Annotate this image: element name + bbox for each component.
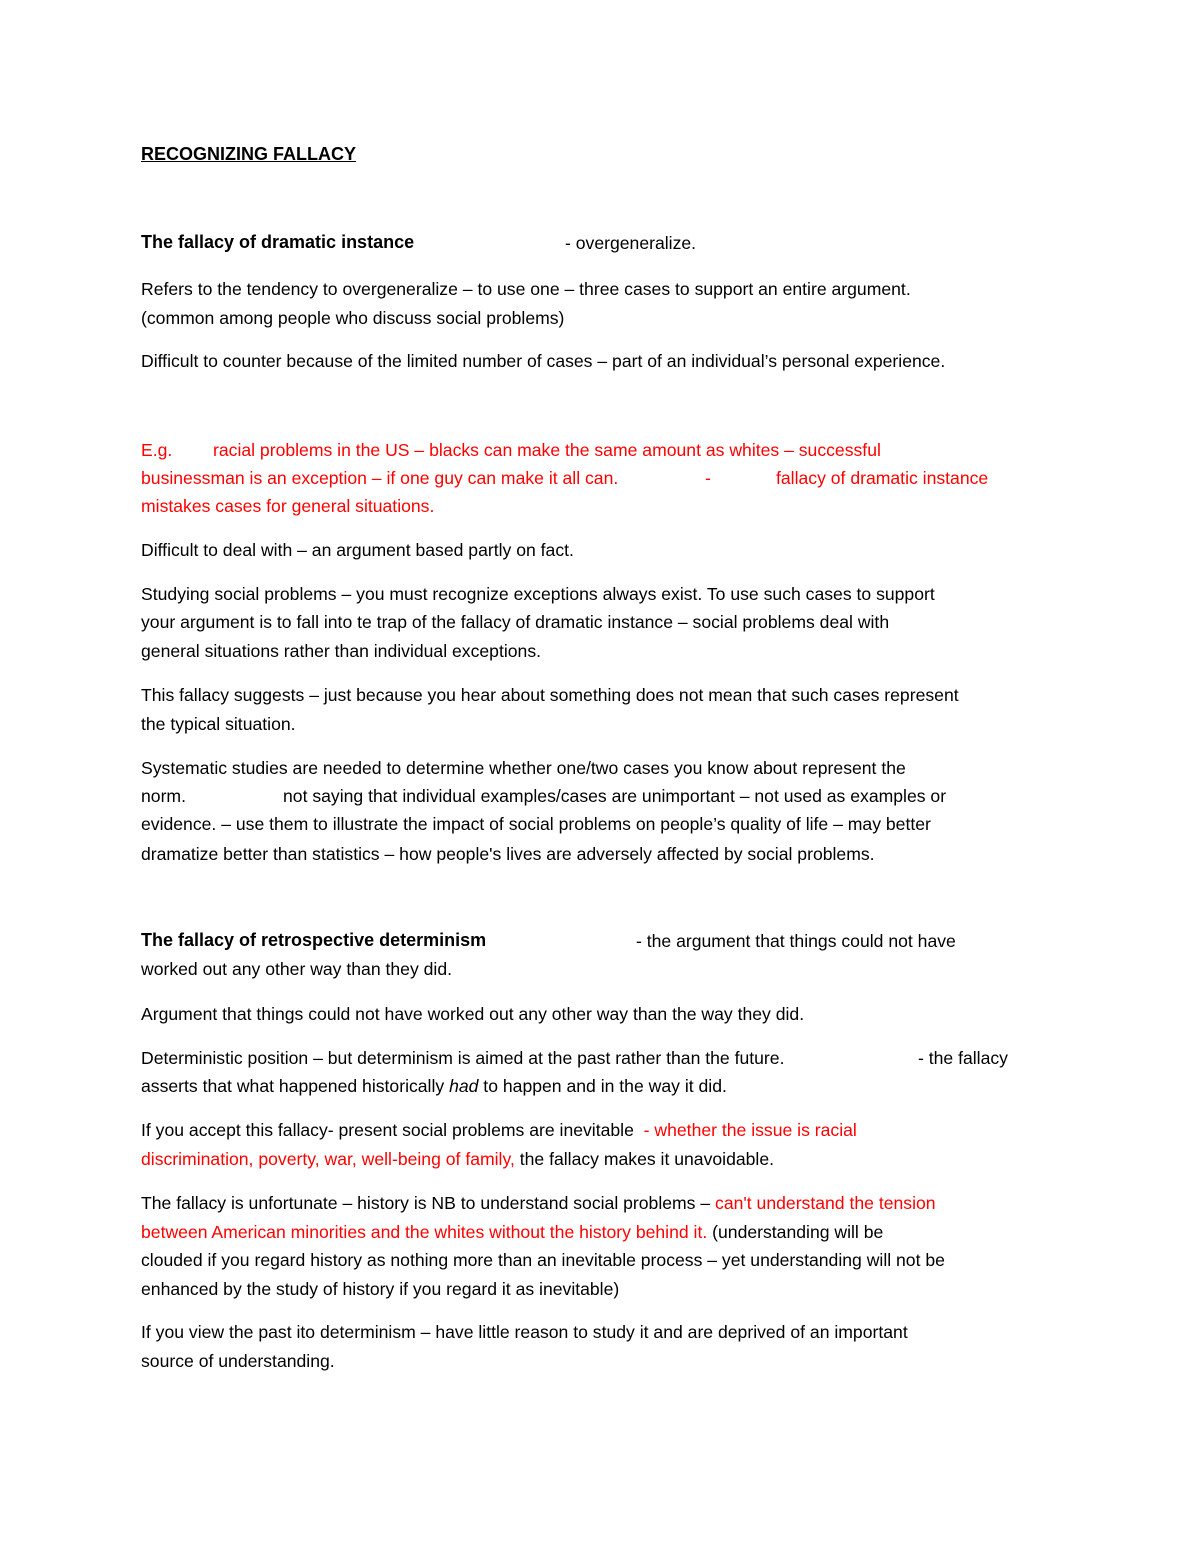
- paragraph-line: Deterministic position – but determinism is aimed at the past rather than the future.: [141, 1048, 785, 1068]
- paragraph-line: Difficult to deal with – an argument based partly on fact.: [141, 540, 574, 560]
- paragraph-line: your argument is to fall into te trap of the fallacy of dramatic instance – social problems deal with: [141, 612, 890, 632]
- text-run: (understanding will be: [707, 1222, 884, 1242]
- paragraph-line: clouded if you regard history as nothing more than an inevitable process – yet understanding will not be: [141, 1250, 945, 1270]
- section-1-heading: The fallacy of dramatic instance: [141, 232, 415, 252]
- example-line: mistakes cases for general situations.: [141, 496, 435, 516]
- text-run: the fallacy makes it unavoidable.: [514, 1149, 775, 1169]
- highlight-text: discrimination, poverty, war, well-being of family,: [141, 1149, 515, 1169]
- section-1-heading-line: [141, 231, 414, 253]
- text-run: to happen and in the way it did.: [478, 1076, 727, 1096]
- paragraph-line: dramatize better than statistics – how people's lives are adversely affected by social problems.: [141, 844, 875, 864]
- emphasis-had: had: [449, 1076, 479, 1096]
- paragraph-line: (common among people who discuss social problems): [141, 308, 565, 328]
- section-1-heading-note: - overgeneralize.: [565, 233, 697, 253]
- section-2-heading-line: [141, 929, 486, 951]
- paragraph-line: the typical situation.: [141, 714, 296, 734]
- example-line: racial problems in the US – blacks can make the same amount as whites – successful: [213, 440, 881, 460]
- highlight-text: - whether the issue is racial: [638, 1120, 857, 1140]
- paragraph-line: Argument that things could not have worked out any other way than the way they did.: [141, 1004, 805, 1024]
- section-2-heading-note-continued: worked out any other way than they did.: [141, 959, 453, 979]
- example-line: businessman is an exception – if one guy can make it all can.: [141, 468, 619, 488]
- paragraph-line: enhanced by the study of history if you regard it as inevitable): [141, 1279, 620, 1299]
- paragraph-line: Refers to the tendency to overgeneralize – to use one – three cases to support an entire argument.: [141, 279, 911, 299]
- text-run: The fallacy is unfortunate – history is NB to understand social problems –: [141, 1193, 716, 1213]
- paragraph-line: If you view the past ito determinism – have little reason to study it and are deprived of an important: [141, 1322, 908, 1342]
- example-line: fallacy of dramatic instance: [776, 468, 989, 488]
- paragraph-line: Studying social problems – you must recognize exceptions always exist. To use such cases to support: [141, 584, 935, 604]
- paragraph-line: general situations rather than individual exceptions.: [141, 641, 542, 661]
- paragraph-line: [141, 1221, 883, 1243]
- paragraph-line: This fallacy suggests – just because you hear about something does not mean that such cases represent: [141, 685, 959, 705]
- paragraph-line: [141, 1119, 857, 1141]
- paragraph-line: - the fallacy: [918, 1048, 1008, 1068]
- paragraph-line: [141, 1075, 727, 1097]
- paragraph-line: not saying that individual examples/cases are unimportant – not used as examples or: [283, 786, 947, 806]
- paragraph-line: source of understanding.: [141, 1351, 335, 1371]
- paragraph-line: evidence. – use them to illustrate the impact of social problems on people’s quality of life – may better: [141, 814, 931, 834]
- section-2-heading: The fallacy of retrospective determinism: [141, 930, 487, 950]
- page-title: RECOGNIZING FALLACY: [141, 144, 356, 164]
- paragraph-line: [141, 1148, 774, 1170]
- paragraph-line: Systematic studies are needed to determine whether one/two cases you know about represent the: [141, 758, 906, 778]
- section-2-heading-note: - the argument that things could not have: [636, 931, 956, 951]
- text-run: If you accept this fallacy- present social problems are inevitable: [141, 1120, 639, 1140]
- paragraph-line: norm.: [141, 786, 186, 806]
- paragraph-line: [141, 1192, 936, 1214]
- highlight-text: can't understand the tension: [715, 1193, 936, 1213]
- paragraph-line: Difficult to counter because of the limited number of cases – part of an individual’s personal experience.: [141, 351, 946, 371]
- highlight-text: between American minorities and the whites without the history behind it.: [141, 1222, 708, 1242]
- example-dash: -: [705, 468, 711, 488]
- text-run: asserts that what happened historically: [141, 1076, 450, 1096]
- example-label: E.g.: [141, 440, 173, 460]
